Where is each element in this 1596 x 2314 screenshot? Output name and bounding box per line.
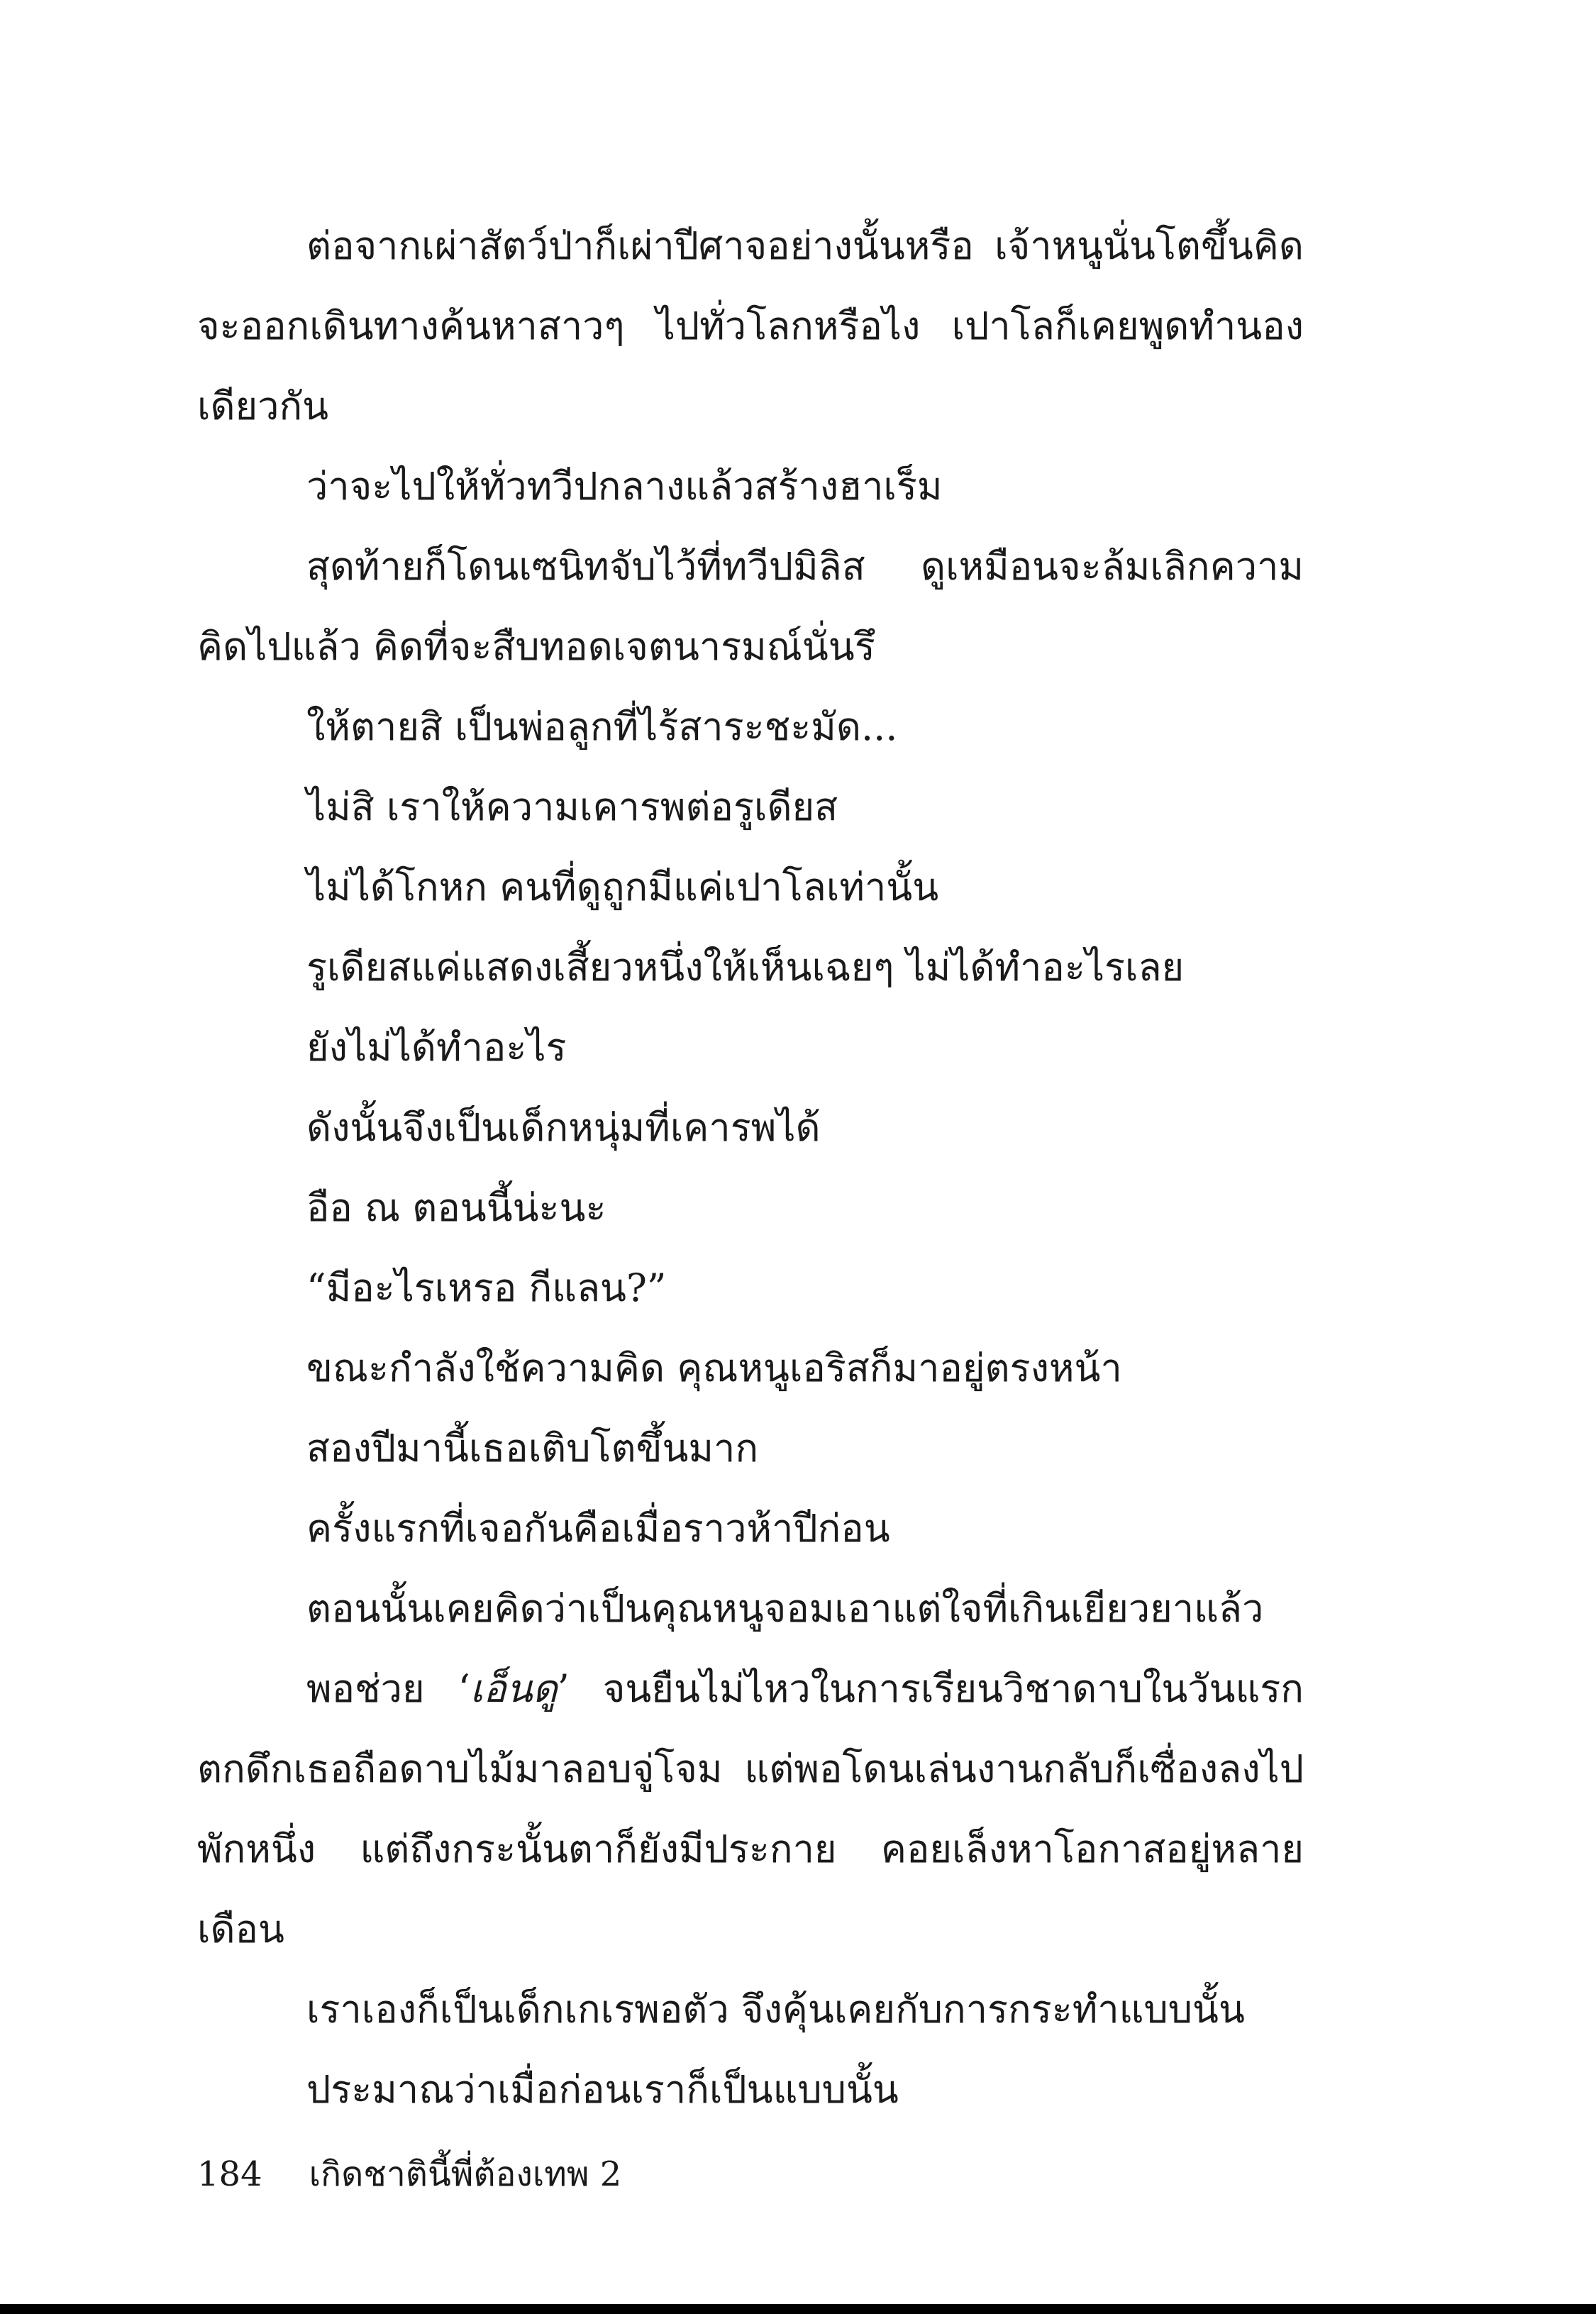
paragraph: ตอนนั้นเคยคิดว่าเป็นคุณหนูจอมเอาแต่ใจที่เกินเยียวยาแล้ว — [306, 1586, 1264, 1631]
paragraph: ดังนั้นจึงเป็นเด็กหนุ่มที่เคารพได้ — [306, 1105, 821, 1150]
paragraph-text-before: พอช่วย ‘ — [306, 1666, 470, 1711]
dialogue-line: “มีอะไรเหรอ กีแลน?” — [306, 1266, 667, 1310]
paragraph: ครั้งแรกที่เจอกันคือเมื่อราวห้าปีก่อน — [306, 1506, 890, 1551]
body-text — [197, 206, 1304, 2130]
paragraph: สุดท้ายก็โดนเซนิทจับไว้ที่ทวีปมิลิส ดูเหมือนจะล้มเลิกความคิดไปแล้ว คิดที่จะสืบทอดเจตนารมณ์นั่นรึ — [197, 544, 1304, 669]
paragraph: ประมาณว่าเมื่อก่อนเราก็เป็นแบบนั้น — [306, 2067, 899, 2112]
bottom-edge-rule — [0, 2304, 1596, 2314]
paragraph-with-emphasis — [197, 1649, 1304, 1969]
paragraph: ขณะกำลังใช้ความคิด คุณหนูเอริสก็มาอยู่ตรงหน้า — [306, 1346, 1122, 1390]
emphasized-word: เอ็นดู — [470, 1666, 558, 1711]
paragraph: อือ ณ ตอนนี้น่ะนะ — [306, 1185, 606, 1230]
paragraph: ว่าจะไปให้ทั่วทวีปกลางแล้วสร้างฮาเร็ม — [306, 464, 943, 509]
paragraph: สองปีมานี้เธอเติบโตขึ้นมาก — [306, 1426, 759, 1471]
paragraph: ไม่ได้โกหก คนที่ดูถูกมีแค่เปาโลเท่านั้น — [306, 865, 939, 909]
paragraph: เราเองก็เป็นเด็กเกเรพอตัว จึงคุ้นเคยกับการกระทำแบบนั้น — [306, 1987, 1245, 2032]
paragraph: ยังไม่ได้ทำอะไร — [306, 1025, 567, 1070]
paragraph-text-after: ’ จนยืนไม่ไหวในการเรียนวิชาดาบในวันแรก ตกดึกเธอถือดาบไม้มาลอบจู่โจม แต่พอโดนเล่นงานกลับก็เซื่องลงไปพักหนึ่ง แต่ถึงกระนั้นตาก็ยังมีประกาย คอยเล็งหาโอกาสอยู่หลายเดือน — [197, 1666, 1304, 1952]
paragraph: ต่อจากเผ่าสัตว์ป่าก็เผ่าปีศาจอย่างนั้นหรือ เจ้าหนูนั่นโตขึ้นคิดจะออกเดินทางค้นหาสาวๆ ไปทั่วโลกหรือไง เปาโลก็เคยพูดทำนองเดียวกัน — [197, 223, 1304, 428]
paragraph: รูเดียสแค่แสดงเสี้ยวหนึ่งให้เห็นเฉยๆ ไม่ได้ทำอะไรเลย — [306, 945, 1185, 990]
page-footer — [197, 2149, 621, 2199]
paragraph: ให้ตายสิ เป็นพ่อลูกที่ไร้สาระชะมัด... — [306, 704, 898, 749]
book-title: เกิดชาตินี้พี่ต้องเทพ 2 — [309, 2154, 622, 2194]
page-number: 184 — [197, 2154, 262, 2194]
paragraph: ไม่สิ เราให้ความเคารพต่อรูเดียส — [306, 785, 838, 829]
